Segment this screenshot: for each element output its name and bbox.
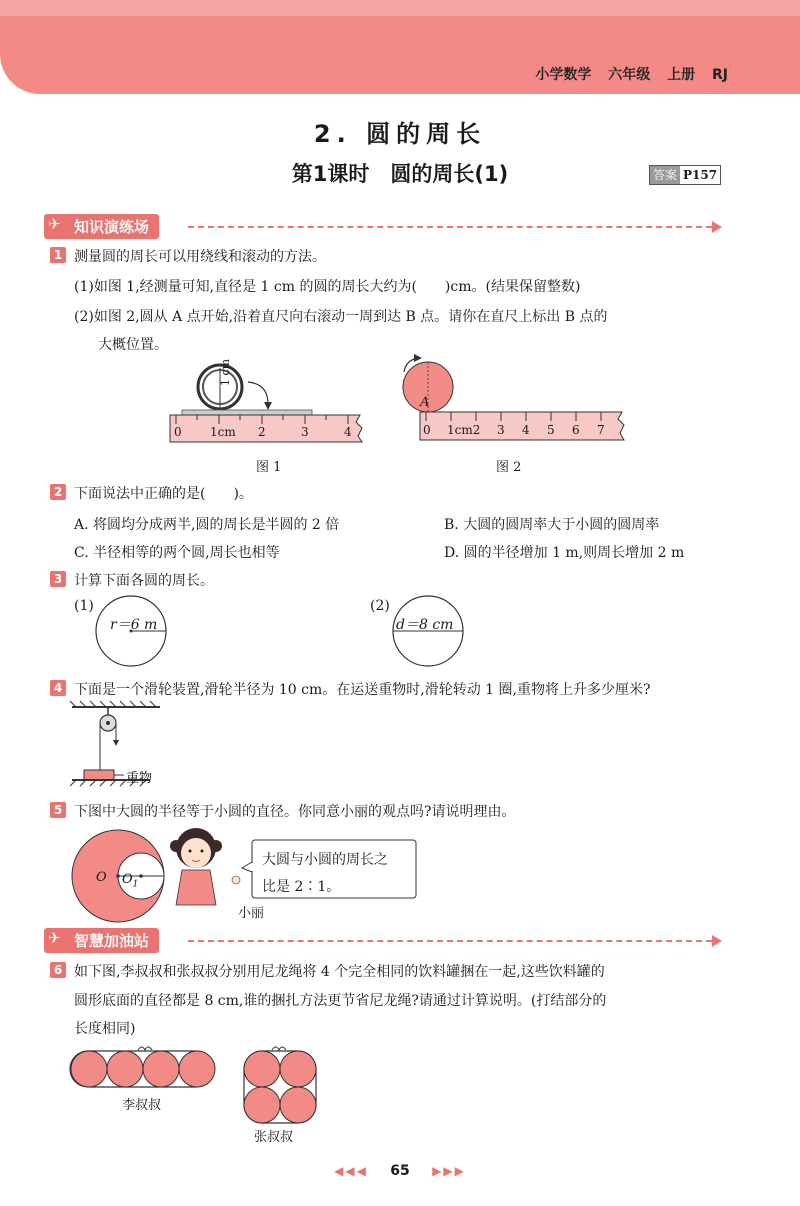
girl-name: 小丽 xyxy=(238,906,265,921)
question-number: 1 xyxy=(50,247,66,263)
small-center-sub: 1 xyxy=(132,879,139,890)
right-arrows-icon: ▶▶▶ xyxy=(432,1164,466,1178)
question-number: 2 xyxy=(50,484,66,500)
fig1-tick-2: 2 xyxy=(258,425,266,439)
q3-c1-text: r＝6 m xyxy=(110,617,158,633)
fig2-tick-7: 7 xyxy=(597,423,605,437)
answer-page: P157 xyxy=(683,168,718,182)
q1-part2-cont: 大概位置。 xyxy=(98,337,168,353)
page-number: 65 xyxy=(390,1163,410,1179)
big-center-label: O xyxy=(96,870,107,885)
fig2-tick-6: 6 xyxy=(572,423,580,437)
label-li: 李叔叔 xyxy=(122,1098,162,1113)
chapter-title: 2. 圆的周长 xyxy=(313,120,487,148)
q3-c2-text: d＝8 cm xyxy=(396,617,454,633)
q2-stem: 下面说法中正确的是( )。 xyxy=(74,486,253,502)
q1-stem: 测量圆的周长可以用绕线和滚动的方法。 xyxy=(74,249,326,265)
q3-stem: 计算下面各圆的周长。 xyxy=(74,573,214,589)
fig1-tick-4: 4 xyxy=(344,425,352,439)
question-number: 5 xyxy=(50,802,66,818)
q6-line-3: 长度相同) xyxy=(74,1021,136,1037)
li-bundle xyxy=(70,1047,215,1087)
fig2-tick-3: 3 xyxy=(497,423,505,437)
q5-stem: 下图中大圆的半径等于小圆的直径。你同意小丽的观点吗?请说明理由。 xyxy=(74,804,516,820)
left-arrows-icon: ◀◀◀ xyxy=(334,1164,368,1178)
q2-option-c[interactable]: C. 半径相等的两个圆,周长也相等 xyxy=(74,545,280,561)
q2-option-a[interactable]: A. 将圆均分成两半,圆的周长是半圆的 2 倍 xyxy=(74,517,340,533)
q2-option-b[interactable]: B. 大圆的圆周率大于小圆的圆周率 xyxy=(444,517,660,533)
section-title: 智慧加油站 xyxy=(74,931,150,950)
subject-tag: 小学数学 xyxy=(535,67,592,83)
fig1-caption: 图 1 xyxy=(256,460,282,475)
fig1-circle-label: 1 cm xyxy=(219,358,233,387)
q3-c2-label: (2) xyxy=(370,598,390,614)
speech-line-2: 比是 2∶1。 xyxy=(262,879,341,895)
zhang-bundle xyxy=(244,1047,316,1123)
weight-label: 重物 xyxy=(126,771,153,786)
fig2-tick-1: 1cm2 xyxy=(447,423,481,437)
fig1-tick-3: 3 xyxy=(301,425,309,439)
question-number: 6 xyxy=(50,962,66,978)
fig2-tick-5: 5 xyxy=(547,423,555,437)
fig2-tick-0: 0 xyxy=(423,423,431,437)
speech-line-1: 大圆与小圆的周长之 xyxy=(262,852,388,868)
arrow-mark-icon: ✈ xyxy=(48,214,61,233)
fig2-tick-4: 4 xyxy=(522,423,530,437)
grade-tag: 六年级 xyxy=(608,67,651,83)
arrow-mark-icon: ✈ xyxy=(48,928,61,947)
label-zhang: 张叔叔 xyxy=(254,1130,294,1145)
page-footer xyxy=(0,1163,800,1179)
q3-c1-label: (1) xyxy=(74,598,94,614)
small-center-letter: O xyxy=(122,872,133,887)
fig1-tick-0: 0 xyxy=(174,425,182,439)
question-number: 4 xyxy=(50,680,66,696)
answer-label: 答案 xyxy=(650,166,680,184)
question-number: 3 xyxy=(50,571,66,587)
fig1-tick-1: 1cm xyxy=(210,425,236,439)
q4-stem: 下面是一个滑轮装置,滑轮半径为 10 cm。在运送重物时,滑轮转动 1 圈,重物将上升多少厘米? xyxy=(74,682,651,698)
q2-option-d[interactable]: D. 圆的半径增加 1 m,则周长增加 2 m xyxy=(444,545,685,561)
q1-part1: (1)如图 1,经测量可知,直径是 1 cm 的圆的周长大约为( )cm。(结果保留整数) xyxy=(74,279,581,295)
fig2-caption: 图 2 xyxy=(496,460,522,475)
lesson-title: 第1课时 圆的周长(1) xyxy=(291,162,509,186)
fig2-point-a: A xyxy=(420,395,430,410)
q6-line-1: 如下图,李叔叔和张叔叔分别用尼龙绳将 4 个完全相同的饮料罐捆在一起,这些饮料罐的 xyxy=(74,964,605,980)
edition-tag: RJ xyxy=(712,67,728,83)
volume-tag: 上册 xyxy=(667,67,696,83)
q6-line-2: 圆形底面的直径都是 8 cm,谁的捆扎方法更节省尼龙绳?请通过计算说明。(打结部分的 xyxy=(74,993,607,1009)
section-title: 知识演练场 xyxy=(74,217,150,236)
q1-part2: (2)如图 2,圆从 A 点开始,沿着直尺向右滚动一周到达 B 点。请你在直尺上标出 B 点的 xyxy=(74,309,608,325)
